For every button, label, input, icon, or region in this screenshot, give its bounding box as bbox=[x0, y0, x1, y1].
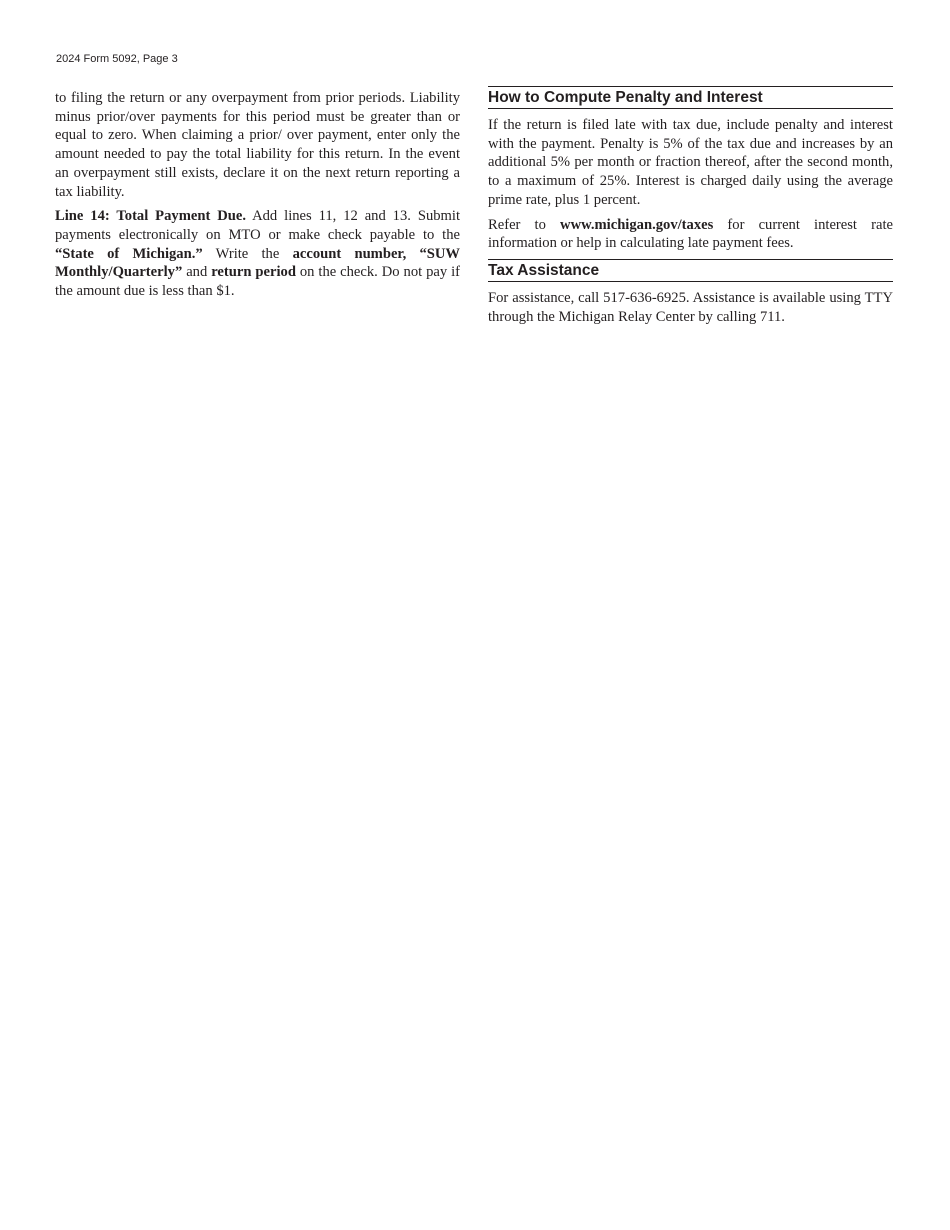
line14-text-3: and bbox=[182, 264, 212, 281]
refer-text-after: for current interest rate information or help in calculating late payment fees. bbox=[488, 216, 893, 252]
line14-return-period: return period bbox=[211, 264, 296, 281]
line14-paragraph bbox=[55, 207, 460, 301]
refer-paragraph bbox=[488, 216, 893, 253]
line14-account-info: account number, “SUW Monthly/Quarterly” bbox=[55, 245, 460, 281]
michigan-taxes-link[interactable]: www.michigan.gov/taxes bbox=[560, 216, 714, 233]
penalty-paragraph: If the return is filed late with tax due, include penalty and interest with the payment. Penalty is 5% of the tax due and increases by an additional 5% per month or fraction thereof, after the second month, to a maximum of 25%. Interest is charged daily using the average prime rate, plus 1 percent. bbox=[488, 117, 893, 208]
line14-payee: “State of Michigan.” bbox=[55, 245, 203, 262]
line14-text-4: on the check. Do not pay if the amount due is less than $1. bbox=[55, 264, 461, 300]
penalty-interest-heading: How to Compute Penalty and Interest bbox=[488, 86, 893, 109]
left-column bbox=[55, 89, 460, 307]
line14-title: Line 14: Total Payment Due. bbox=[55, 208, 246, 225]
continued-paragraph: to filing the return or any overpayment from prior periods. Liability minus prior/over payments for this period must be greater than or equal to zero. When claiming a prior/ over payment, enter only the amount needed to pay the total liability for this return. In the event an overpayment still exists, declare it on the next return reporting a tax liability. bbox=[55, 90, 460, 200]
refer-text-before: Refer to bbox=[488, 216, 561, 233]
line14-text-1: Add lines 11, 12 and 13. Submit payments electronically on MTO or make check payable to the bbox=[55, 208, 460, 243]
line14-text-2: Write the bbox=[202, 245, 293, 262]
page-header: 2024 Form 5092, Page 3 bbox=[56, 53, 178, 65]
tax-assistance-heading: Tax Assistance bbox=[488, 259, 893, 282]
assistance-paragraph: For assistance, call 517-636-6925. Assistance is available using TTY through the Michigan Relay Center by calling 711. bbox=[488, 289, 893, 325]
right-column bbox=[488, 86, 893, 332]
